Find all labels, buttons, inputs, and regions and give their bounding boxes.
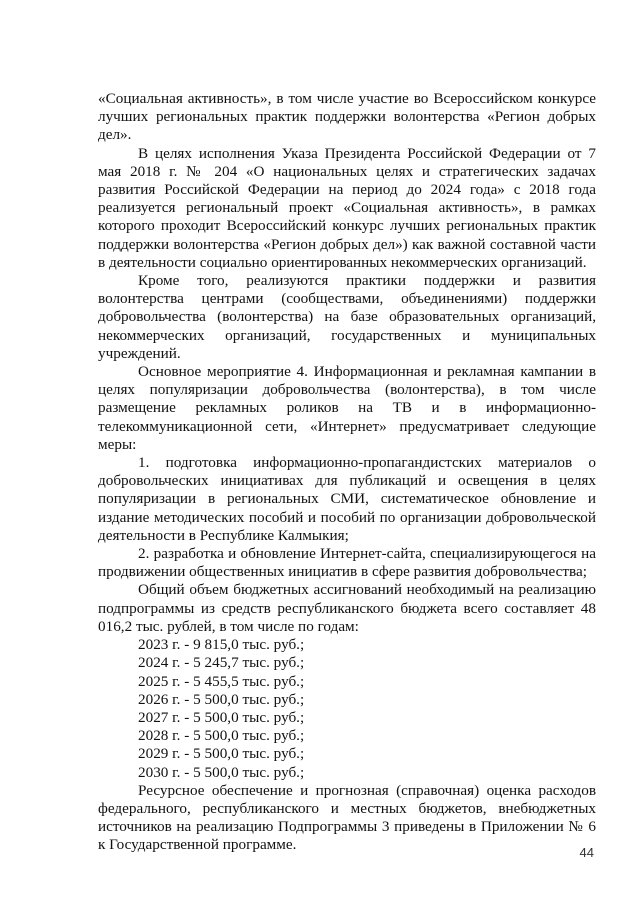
budget-year-line: 2027 г. - 5 500,0 тыс. руб.; [138, 708, 305, 726]
document-body [98, 90, 596, 855]
paragraph-budget-total: Общий объем бюджетных ассигнований необходимый на реализацию подпрограммы из средств республиканского бюджета всего составляет 48 016,2 тыс. рублей, в том числе по годам: [98, 581, 596, 635]
budget-year-line: 2025 г. - 5 455,5 тыс. руб.; [138, 672, 305, 690]
budget-year-line: 2026 г. - 5 500,0 тыс. руб.; [138, 690, 305, 708]
budget-by-year-list [98, 636, 596, 782]
budget-year-line: 2030 г. - 5 500,0 тыс. руб.; [138, 763, 305, 781]
budget-year-line: 2028 г. - 5 500,0 тыс. руб.; [138, 727, 305, 745]
page-number: 44 [579, 845, 594, 860]
paragraph-resource-provision: Ресурсное обеспечение и прогнозная (справочная) оценка расходов федерального, республиканского и местных бюджетов, внебюджетных источников на реализацию Подпрограммы 3 приведены в Приложении № 6 к Государственной программе. [98, 781, 596, 854]
paragraph-continuation: «Социальная активность», в том числе участие во Всероссийском конкурсе лучших региональных практик поддержки волонтерства «Регион добрых дел». [98, 90, 596, 144]
paragraph-measure-1: 1. подготовка информационно-пропагандистских материалов о добровольческих инициативах для публикаций и освещения в целях популяризации в региональных СМИ, систематическое обновление и издание методических пособий и пособий по организации добровольческой деятельности в Республике Калмыкия; [98, 454, 596, 544]
paragraph-main-activity-4: Основное мероприятие 4. Информационная и рекламная кампании в целях популяризации добровольчества (волонтерства), в том числе размещение рекламных роликов на ТВ и в информационно-телекоммуникационной сети, «Интернет» предусматривает следующие меры: [98, 363, 596, 453]
paragraph-presidential-decree: В целях исполнения Указа Президента Российской Федерации от 7 мая 2018 г. № 204 «О национальных целях и стратегических задачах развития Российской Федерации на период до 2024 года» с 2018 года реализуется региональный проект «Социальная активность», в рамках которого проходит Всероссийский конкурс лучших региональных практик поддержки волонтерства «Регион добрых дел») как важной составной части в деятельности социально ориентированных некоммерческих организаций. [98, 144, 596, 271]
paragraph-practices: Кроме того, реализуются практики поддержки и развития волонтерства центрами (сообществами, объединениями) поддержки добровольчества (волонтерства) на базе образовательных организаций, некоммерческих организаций, государственных и муниципальных учреждений. [98, 272, 596, 362]
paragraph-measure-2: 2. разработка и обновление Интернет-сайта, специализирующегося на продвижении общественных инициатив в сфере развития добровольчества; [98, 545, 596, 581]
budget-year-line: 2023 г. - 9 815,0 тыс. руб.; [138, 636, 305, 654]
budget-year-line: 2029 г. - 5 500,0 тыс. руб.; [138, 745, 305, 763]
budget-year-line: 2024 г. - 5 245,7 тыс. руб.; [138, 654, 305, 672]
